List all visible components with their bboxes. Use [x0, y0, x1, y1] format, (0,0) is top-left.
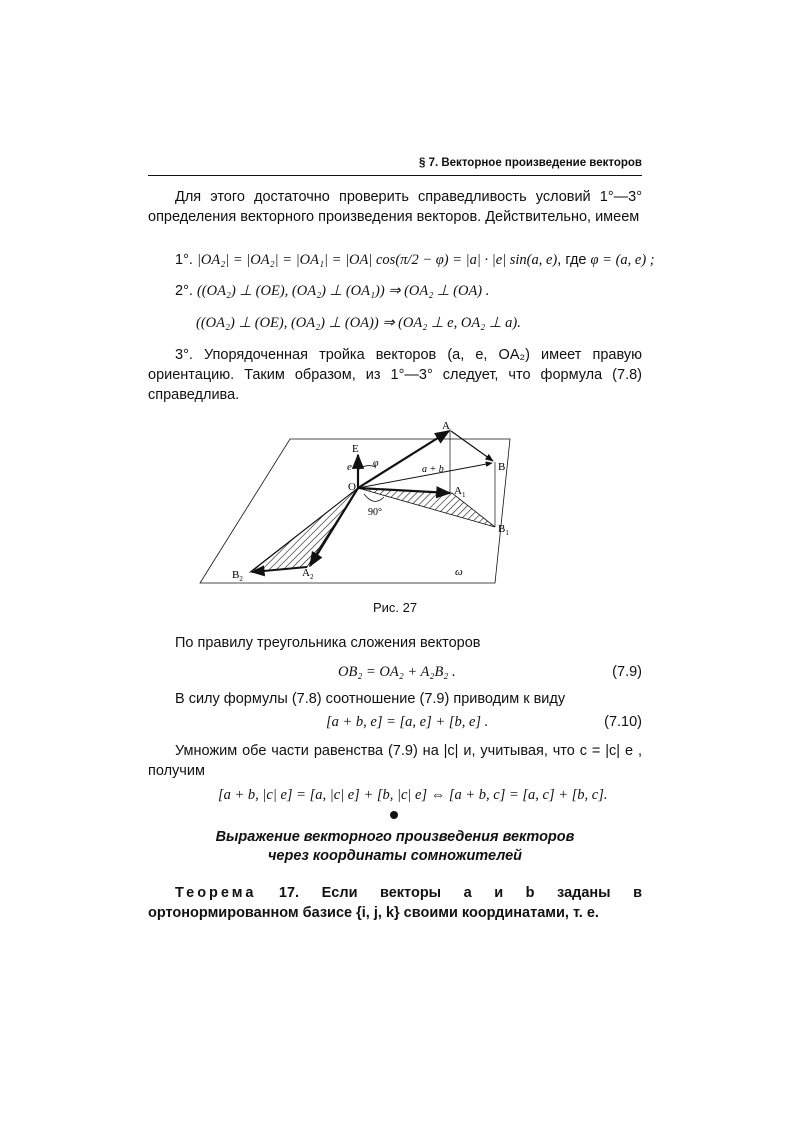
label-b: B — [498, 461, 506, 473]
end-of-proof-dot — [390, 811, 398, 819]
vector-ab — [451, 431, 493, 461]
condition-1-phi: φ = (a, e) ; — [590, 252, 655, 268]
condition-1 — [175, 249, 655, 271]
label-a1: $A_1$ — [454, 485, 466, 499]
final-equation — [148, 784, 642, 806]
triangle-rule-paragraph: По правилу треугольника сложения векторов — [175, 635, 481, 651]
condition-1-expression: |OA₂| = |OA₂| = |OA₁| = |OA| cos(π/2 − φ) = |a| · |e| sin(a, e) — [196, 252, 558, 268]
condition-1-label: 1°. — [175, 252, 193, 268]
figure-27 — [190, 415, 520, 587]
condition-2-line-1 — [175, 280, 489, 302]
multiply-paragraph: Умножим обе части равенства (7.9) на |c| и, учитывая, что c = |c| e , получим — [148, 743, 642, 779]
condition-2-label: 2°. — [175, 283, 193, 299]
condition-1-where: , где — [557, 252, 587, 268]
theorem-word: Теорема — [175, 885, 257, 901]
final-equation-expression: [a + b, |c| e] = [a, |c| e] + [b, |c| e] ⇔ [a + b, c] = [a, c] + [b, c]. — [218, 787, 608, 803]
label-90: 90° — [368, 507, 382, 518]
section-title-line-1: Выражение векторного произведения векторов — [215, 829, 575, 845]
label-phi: φ — [373, 458, 379, 469]
figure-caption: Рис. 27 — [372, 600, 418, 615]
label-a-plus-b: a + b — [422, 464, 444, 475]
condition-2-expression-2: ((OA₂) ⊥ (OE), (OA₂) ⊥ (OA)) ⇒ (OA₂ ⊥ e, OA₂ ⊥ a). — [196, 315, 521, 331]
label-a2: $A_2$ — [302, 567, 314, 581]
section-title-line-2: через координаты сомножителей — [267, 848, 523, 864]
theorem-text: 17. Если векторы a и b заданы в ортонормированном базисе {i, j, k} своими координатами, т. е. — [148, 885, 642, 921]
label-b2: $B_2$ — [232, 569, 243, 583]
label-b1: $B_1$ — [498, 523, 509, 537]
label-e-point: E — [352, 443, 359, 455]
label-o: O — [348, 481, 356, 493]
intro-paragraph: Для этого достаточно проверить справедливость условий 1°—3° определения векторного произведения векторов. Действительно, имеем — [148, 189, 642, 225]
equation-7-9-number: (7.9) — [612, 664, 642, 680]
equation-7-9 — [148, 661, 642, 683]
label-a: A — [442, 420, 450, 432]
section-title — [148, 828, 642, 866]
equation-7-10-expression: [a + b, e] = [a, e] + [b, e] . — [326, 714, 489, 730]
condition-2-line-2 — [196, 312, 521, 334]
force-formula-paragraph: В силу формулы (7.8) соотношение (7.9) приводим к виду — [175, 691, 566, 707]
label-e-vector: e — [347, 461, 352, 473]
label-omega: ω — [455, 566, 463, 578]
angle-90-arc — [364, 494, 384, 501]
equation-7-9-expression: OB₂ = OA₂ + A₂B₂ . — [338, 664, 456, 680]
running-header: § 7. Векторное произведение векторов — [418, 157, 642, 169]
theorem-17 — [148, 883, 642, 923]
equation-7-10-number: (7.10) — [604, 714, 642, 730]
condition-3-paragraph: 3°. Упорядоченная тройка векторов (a, e, OA₂) имеет правую ориентацию. Таким образом, из 1°—3° следует, что формула (7.8) справедлива. — [148, 347, 642, 403]
header-rule — [148, 175, 642, 176]
condition-2-expression-1: ((OA₂) ⊥ (OE), (OA₂) ⊥ (OA₁)) ⇒ (OA₂ ⊥ (OA) . — [196, 283, 490, 299]
equation-7-10 — [148, 711, 642, 733]
